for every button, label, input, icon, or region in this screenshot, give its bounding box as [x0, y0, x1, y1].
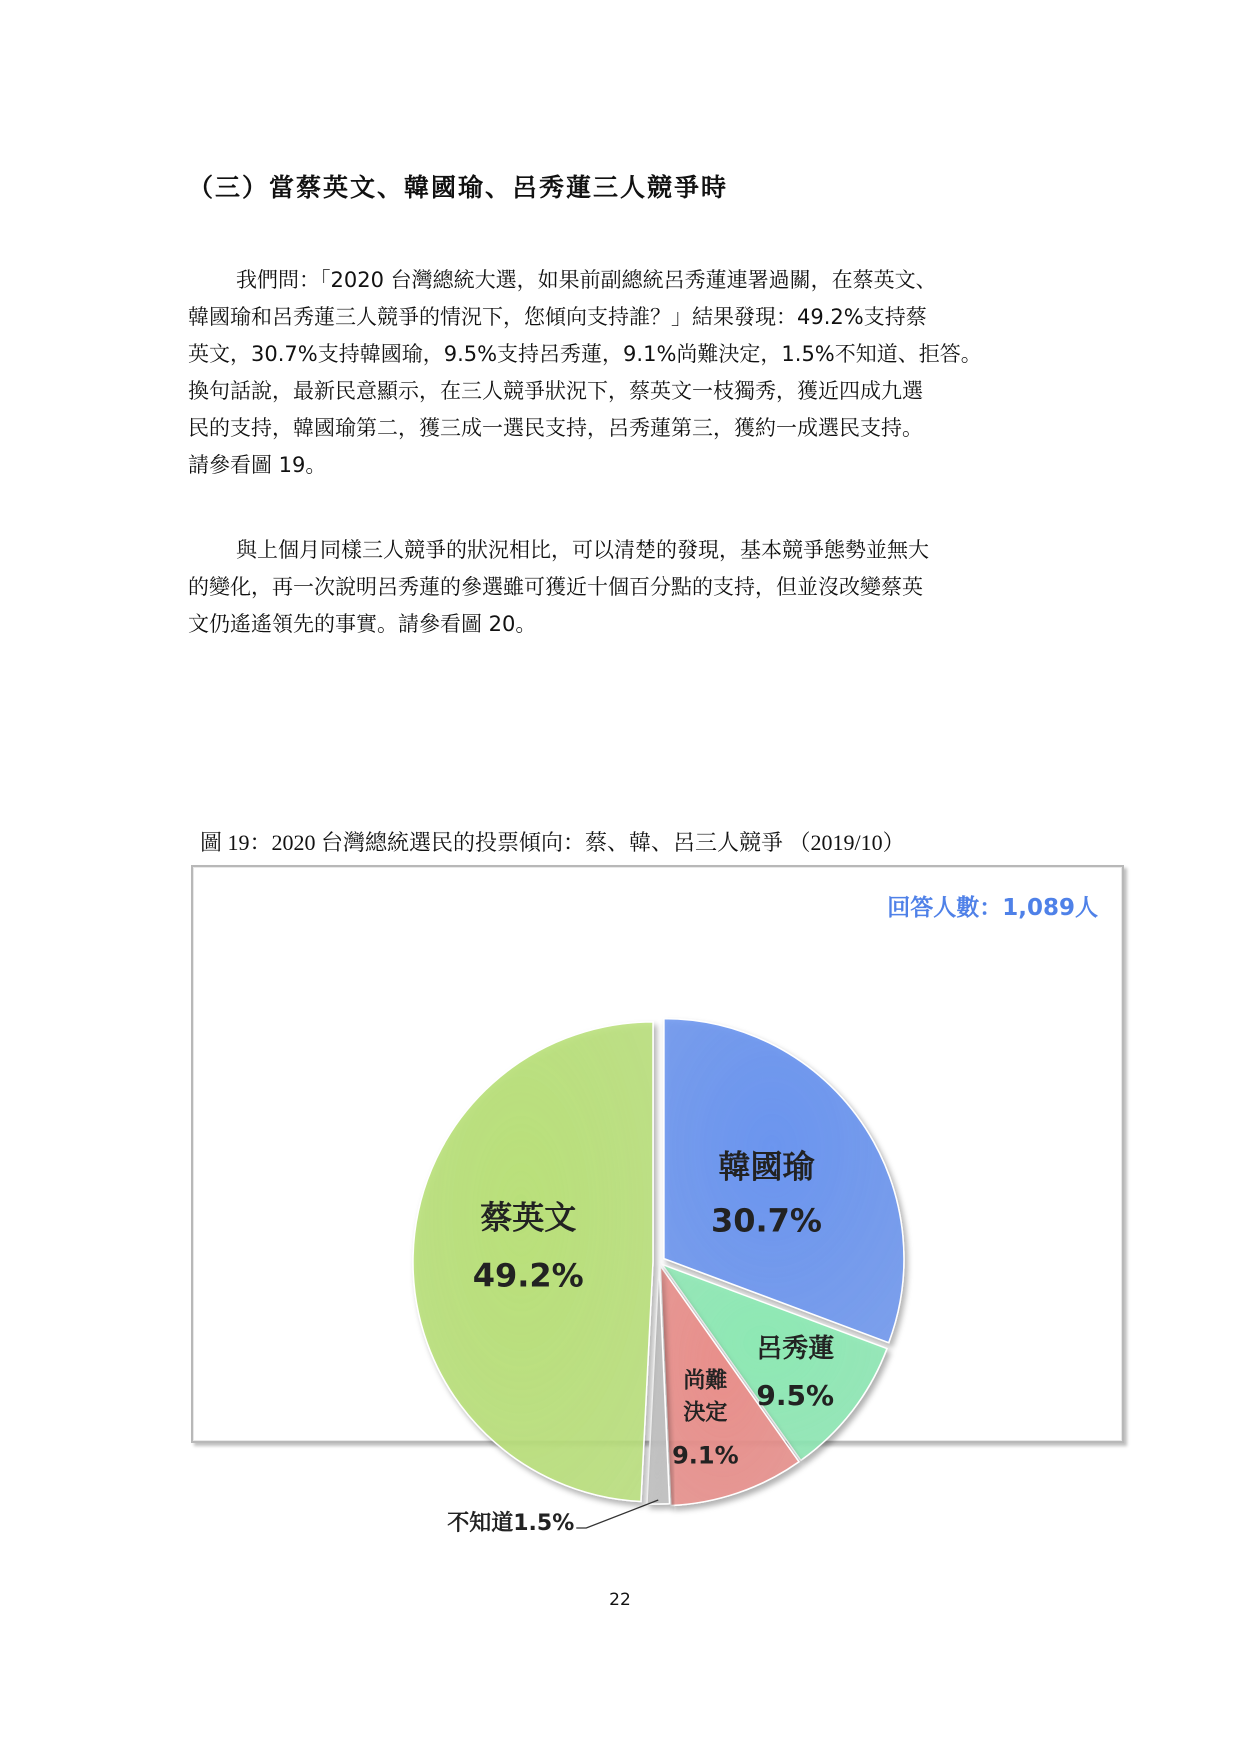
- paragraph-line: 與上個月同樣三人競爭的狀況相比，可以清楚的發現，基本競爭態勢並無大: [236, 538, 929, 562]
- slice-value-label: 9.5%: [756, 1378, 835, 1412]
- paragraph-line: 英文，30.7%支持韓國瑜，9.5%支持呂秀蓮，9.1%尚難決定，1.5%不知道、拒答。: [188, 342, 982, 366]
- section-title: （三）當蔡英文、韓國瑜、呂秀蓮三人競爭時: [188, 173, 729, 202]
- slice-label: 呂秀蓮: [756, 1333, 835, 1364]
- slice-value-label: 30.7%: [710, 1201, 822, 1240]
- leader-line: [576, 1500, 658, 1528]
- slice-label: 尚難: [683, 1368, 728, 1394]
- slice-value-label: 9.1%: [672, 1441, 739, 1470]
- respondent-count: 回答人數：1,089人: [887, 895, 1098, 921]
- paragraph-2: [188, 532, 1058, 643]
- pie-chart: [193, 867, 1122, 1536]
- paragraph-line: 韓國瑜和呂秀蓮三人競爭的情況下，您傾向支持誰？」結果發現：49.2%支持蔡: [188, 305, 927, 329]
- figure-caption: 圖 19：2020 台灣總統選民的投票傾向：蔡、韓、呂三人競爭 （2019/10）: [200, 830, 905, 855]
- paragraph-line: 我們問：「2020 台灣總統大選，如果前副總統呂秀蓮連署過關，在蔡英文、: [236, 268, 937, 292]
- slice-label: 決定: [683, 1400, 728, 1426]
- paragraph-line: 的變化，再一次說明呂秀蓮的參選雖可獲近十個百分點的支持，但並沒改變蔡英: [188, 575, 923, 599]
- paragraph-1: [188, 262, 1058, 484]
- pie-chart-frame: [191, 865, 1124, 1536]
- slice-label: 不知道1.5%: [447, 1510, 575, 1536]
- paragraph-line: 請參看圖 19。: [188, 453, 327, 477]
- paragraph-line: 換句話說，最新民意顯示，在三人競爭狀況下，蔡英文一枝獨秀，獲近四成九選: [188, 379, 923, 403]
- page-number: 22: [609, 1590, 631, 1610]
- slice-label: 韓國瑜: [718, 1147, 815, 1186]
- slice-label: 蔡英文: [480, 1198, 577, 1237]
- paragraph-line: 文仍遙遙領先的事實。請參看圖 20。: [188, 612, 537, 636]
- paragraph-line: 民的支持，韓國瑜第二，獲三成一選民支持，呂秀蓮第三，獲約一成選民支持。: [188, 416, 923, 440]
- slice-value-label: 49.2%: [472, 1256, 584, 1295]
